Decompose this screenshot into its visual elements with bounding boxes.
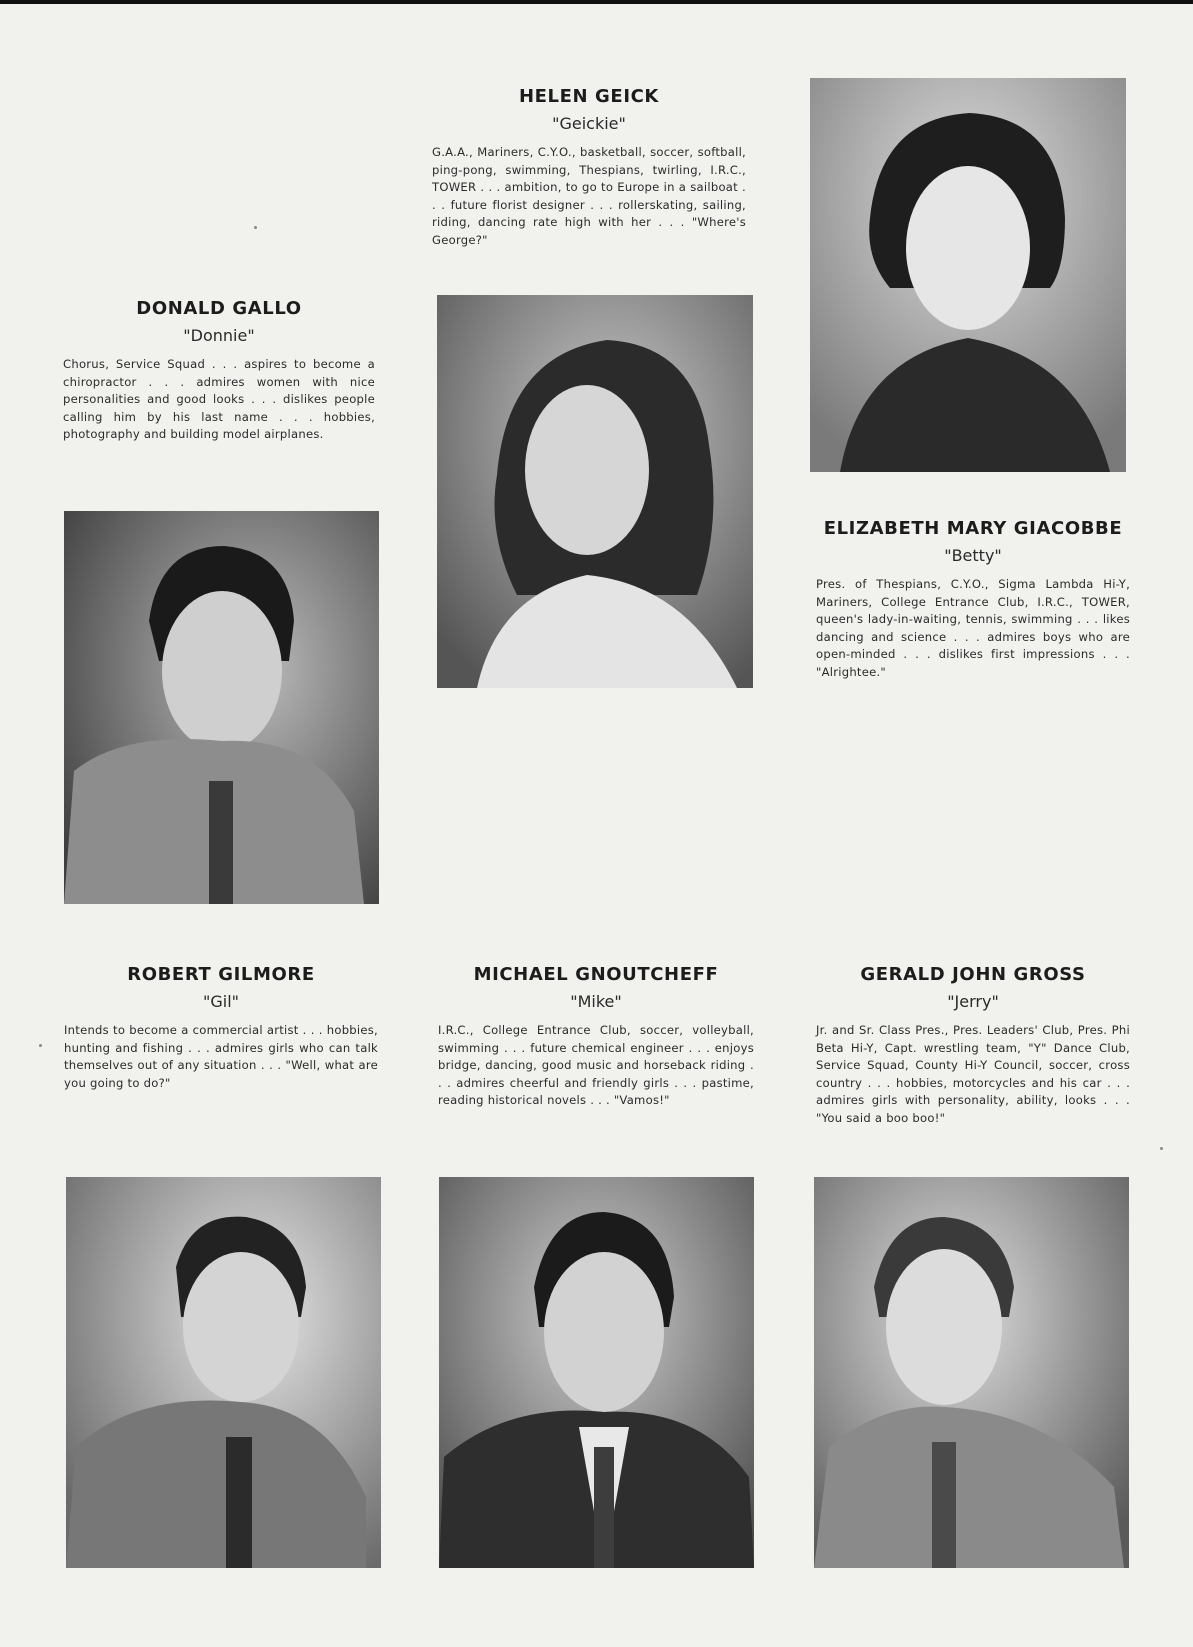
student-name: ELIZABETH MARY GIACOBBE — [823, 518, 1123, 539]
student-name: GERALD JOHN GROSS — [860, 964, 1086, 985]
entry-donald-gallo — [63, 298, 375, 444]
student-name: DONALD GALLO — [136, 298, 302, 319]
student-bio: Pres. of Thespians, C.Y.O., Sigma Lambda Hi-Y, Mariners, College Entrance Club, I.R.C., TOWER, queen's lady-in-waiting, tennis, swimming . . . likes dancing and science . . . admires boys who are open-minded . . . dislikes first impressions . . . "Alrightee." — [816, 577, 1130, 679]
entry-michael-gnoutcheff — [438, 964, 754, 1110]
scan-speck — [254, 226, 257, 229]
student-nickname: "Donnie" — [183, 326, 255, 345]
student-bio: Jr. and Sr. Class Pres., Pres. Leaders' Club, Pres. Phi Beta Hi-Y, Capt. wrestling team, "Y" Dance Club, Service Squad, County Hi-Y Council, soccer, cross country . . . hobbies, motorcycles and his car . . . admires girls with personality, ability, looks . . . "You said a boo boo!" — [816, 1023, 1130, 1125]
student-nickname: "Jerry" — [947, 992, 999, 1011]
student-name: HELEN GEICK — [519, 86, 659, 107]
page-top-rule — [0, 0, 1193, 4]
portrait-photo-elizabeth-giacobbe — [810, 78, 1126, 472]
student-nickname: "Mike" — [570, 992, 622, 1011]
portrait-photo-donald-gallo — [64, 511, 379, 904]
student-nickname: "Gil" — [202, 992, 239, 1011]
entry-robert-gilmore — [64, 964, 378, 1092]
student-bio: I.R.C., College Entrance Club, soccer, volleyball, swimming . . . future chemical engineer . . . enjoys bridge, dancing, good music and horseback riding . . . admires cheerful and friendly girls . . . pastime, reading historical novels . . . "Vamos!" — [438, 1023, 754, 1108]
portrait-photo-michael-gnoutcheff — [439, 1177, 754, 1568]
student-name: MICHAEL GNOUTCHEFF — [473, 964, 719, 985]
scan-speck — [1160, 1147, 1163, 1150]
student-nickname: "Betty" — [944, 546, 1002, 565]
student-nickname: "Geickie" — [552, 114, 626, 133]
entry-gerald-gross — [816, 964, 1130, 1128]
entry-elizabeth-giacobbe — [816, 518, 1130, 682]
portrait-photo-gerald-gross — [814, 1177, 1129, 1568]
entry-helen-geick — [432, 86, 746, 250]
student-bio: G.A.A., Mariners, C.Y.O., basketball, soccer, softball, ping-pong, swimming, Thespians, twirling, I.R.C., TOWER . . . ambition, to go to Europe in a sailboat . . . future florist designer . . . rollerskating, sailing, riding, dancing rate high with her . . . "Where's George?" — [432, 145, 746, 247]
student-bio: Chorus, Service Squad . . . aspires to become a chiropractor . . . admires women with nice personalities and good looks . . . dislikes people calling him by his last name . . . hobbies, photography and building model airplanes. — [63, 357, 375, 442]
portrait-photo-helen-geick — [437, 295, 753, 688]
student-name: ROBERT GILMORE — [127, 964, 315, 985]
portrait-photo-robert-gilmore — [66, 1177, 381, 1568]
scan-speck — [39, 1044, 42, 1047]
student-bio: Intends to become a commercial artist . . . hobbies, hunting and fishing . . . admires girls who can talk themselves out of any situation . . . "Well, what are you going to do?" — [64, 1023, 378, 1090]
